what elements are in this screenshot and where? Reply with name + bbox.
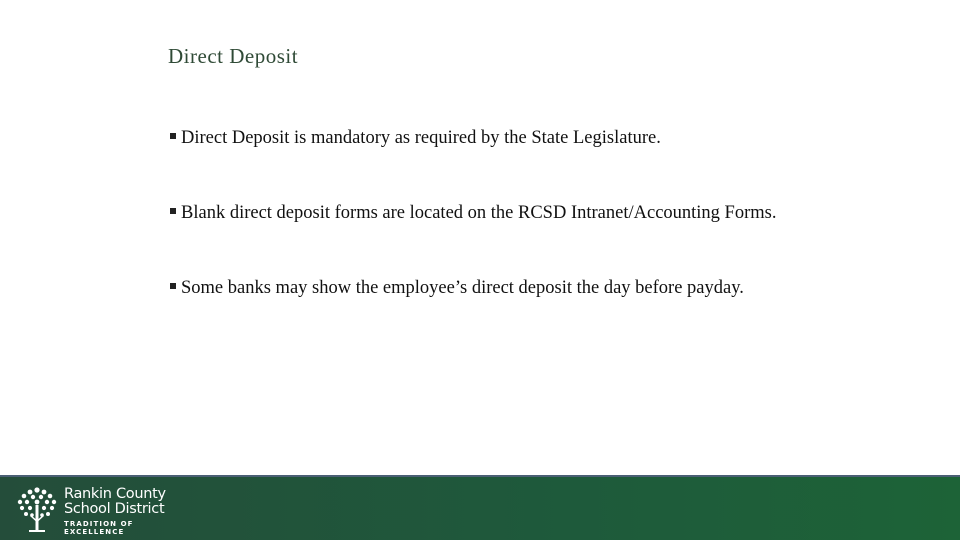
bullet-text: Some banks may show the employee’s direct deposit the day before payday. <box>181 278 744 298</box>
footer-band <box>0 475 960 540</box>
bullet-list <box>170 128 776 353</box>
square-bullet-icon <box>170 283 176 289</box>
bullet-item <box>170 128 776 203</box>
logo-line1: Rankin County <box>64 486 166 502</box>
square-bullet-icon <box>170 133 176 139</box>
logo-tagline: TRADITION OF EXCELLENCE <box>64 520 134 536</box>
slide-title: Direct Deposit <box>168 44 299 68</box>
logo-text <box>64 487 194 536</box>
square-bullet-icon <box>170 208 176 214</box>
district-logo <box>14 485 194 535</box>
tree-icon <box>14 485 60 533</box>
logo-line2: School District <box>64 501 165 517</box>
bullet-item <box>170 203 776 278</box>
bullet-text: Blank direct deposit forms are located on the RCSD Intranet/Accounting Forms. <box>181 203 777 223</box>
bullet-item <box>170 278 776 353</box>
bullet-text: Direct Deposit is mandatory as required by the State Legislature. <box>181 128 661 148</box>
